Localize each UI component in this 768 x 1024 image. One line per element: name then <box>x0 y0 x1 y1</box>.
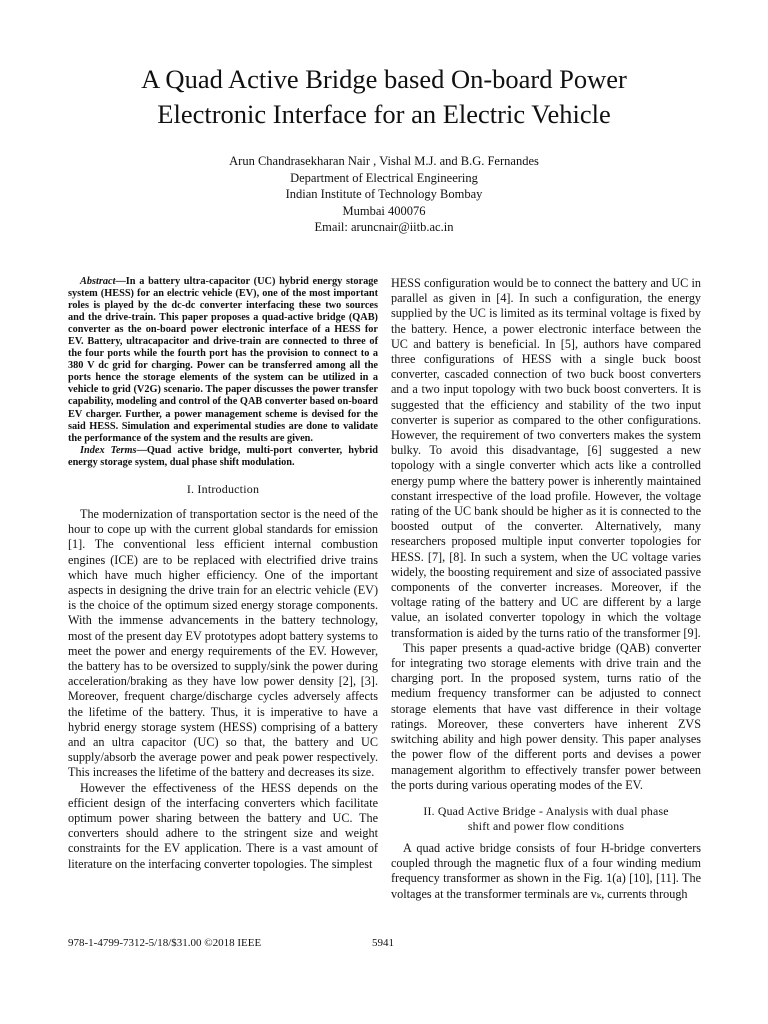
intro-paragraph-1: The modernization of transportation sector is the need of the hour to cope up with the current global standards for emission [1]. The conventional less efficient internal combustion engines (ICE) are to be replaced with electrified drive trains which have much higher efficiency. One of the important aspects in designing the drive train for an electric vehicle (EV) is the choice of the optimum sized energy storage components. With the immense advancements in the battery technology, most of the present day EV prototypes adopt battery systems to meet the power and energy requirements of the EV. However, the battery has to be oversized to supply/sink the power during acceleration/braking as they have low power density [2], [3]. Moreover, frequent charge/discharge cycles adversely affects the lifetime of the battery. Thus, it is imperative to have a hybrid energy storage system (HESS) comprising of a battery and an ultra capacitor (UC) so that, the battery and UC supply/absorb the average power and peak power respectively. This increases the lifetime of the battery and decreases its size. <box>68 506 378 780</box>
section-heading-qab <box>391 804 701 834</box>
footer-isbn: 978-1-4799-7312-5/18/$31.00 ©2018 IEEE <box>68 937 262 949</box>
section2-paragraph: A quad active bridge consists of four H-bridge converters coupled through the magnetic flux of a four winding medium frequency transformer as shown in the Fig. 1(a) [10], [11]. The voltages at the transformer terminals are vₖ, currents through <box>391 840 701 901</box>
abstract-text: —In a battery ultra-capacitor (UC) hybrid energy storage system (HESS) for an electric vehicle (EV), one of the most important roles is played by the dc-dc converter interfacing these two sources and the drive-train. This paper proposes a quad-active bridge (QAB) converter as the on-board power electronic interface of a HESS for EV. Battery, ultracapacitor and drive-train are connected to three of the four ports while the fourth port has the provision to connect to a 380 V dc grid for charging. Power can be transferred among all the ports hence the storage elements of the system can be utilized in a vehicle to grid (V2G) scenario. The paper discusses the power transfer capability, modeling and control of the QAB converter based on-board EV charger. Further, a power management scheme is devised for the said HESS. Simulation and experimental studies are done to validate the performance of the system and the results are given. <box>68 276 378 444</box>
intro-paragraph-2: However the effectiveness of the HESS depends on the efficient design of the interfacing converters which facilitate optimum power sharing between the battery and UC. The converters should adhere to the stringent size and weight constraints for the EV application. There is a vast amount of literature on the interfacing converter topologies. The simplest <box>68 780 378 871</box>
department: Department of Electrical Engineering <box>290 170 478 185</box>
title-line-1: A Quad Active Bridge based On-board Power <box>141 64 627 94</box>
abstract-label: Abstract <box>80 276 116 287</box>
city: Mumbai 400076 <box>342 203 426 218</box>
section2-body <box>391 841 701 902</box>
left-column <box>68 276 378 872</box>
section2-heading-line-2: shift and power flow conditions <box>467 818 625 833</box>
index-terms-text: —Quad active bridge, multi-port converter, hybrid energy storage system, dual phase shift modulation. <box>68 444 378 468</box>
author-block <box>90 153 678 236</box>
paper-presents-paragraph: This paper presents a quad-active bridge (QAB) converter for integrating two storage elements with drive train and the charging port. In the proposed system, turns ratio of the medium frequency transformer can be adjusted to connect storage elements that have vast difference in their voltage ratings. Moreover, these converters have inherent ZVS switching ability and high power density. This paper analyses the power flow of the different ports and devises a power management algorithm to effectively transfer power between the ports during various operating modes of the EV. <box>391 640 701 792</box>
right-column-body <box>391 276 701 793</box>
email: Email: aruncnair@iitb.ac.in <box>314 220 454 234</box>
index-terms <box>68 445 378 469</box>
abstract-paragraph <box>68 276 378 445</box>
right-column <box>391 276 701 902</box>
page-number: 5941 <box>372 937 394 949</box>
paper-title <box>40 62 728 132</box>
continued-paragraph: HESS configuration would be to connect the battery and UC in parallel as given in [4]. In such a configuration, the energy supplied by the UC is limited as its terminal voltage is fixed by the battery. Hence, a power electronic interface between the UC and battery is beneficial. In [5], authors have compared three configurations of HESS with a single buck boost converter, cascaded connection of two buck boost converters and a two input topology with two buck boost converters. It is suggested that the efficiency and stability of the two input converter is superior as compared to the other configurations. However, the requirement of two converters makes the system bulky. To avoid this disadvantage, [6] suggested a new topology with a single converter which acts like a controlled energy pump where the battery power is inherently maintained constant irrespective of the load profile. However, the voltage rating of the UC bank should be higher as it is connected to the boosted output of the converter. Alternatively, many researchers proposed multiple input converter topologies for HESS. [7], [8]. In such a system, when the UC voltage varies widely, the boosting requirement and size of associated passive components of the converter increases. Moreover, if the voltage rating of the battery and UC are different by a large value, an isolated converter topology in which the voltage transformation is aided by the turns ratio of the transformer [9]. <box>391 276 701 640</box>
section2-heading-line-1: II. Quad Active Bridge - Analysis with dual phase <box>423 803 669 818</box>
authors: Arun Chandrasekharan Nair , Vishal M.J. and B.G. Fernandes <box>229 154 539 168</box>
introduction-body <box>68 507 378 872</box>
abstract <box>68 276 378 469</box>
institute: Indian Institute of Technology Bombay <box>285 187 483 201</box>
section-heading-introduction: I. Introduction <box>186 481 260 496</box>
index-terms-label: Index Terms <box>80 444 137 456</box>
title-line-2: Electronic Interface for an Electric Vehicle <box>157 99 611 129</box>
